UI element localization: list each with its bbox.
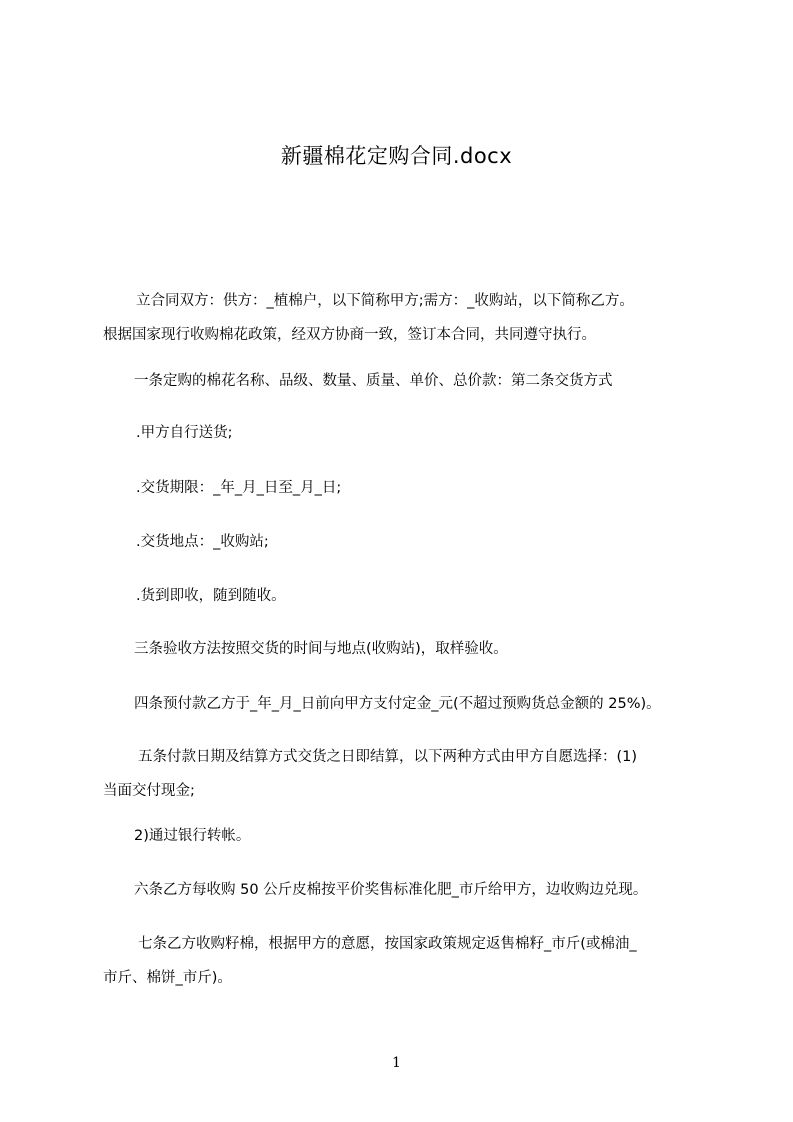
paragraph-text: 七条乙方收购籽棉，根据甲方的意愿，按国家政策规定返售棉籽_市斤(或棉油_ [138, 936, 637, 952]
paragraph-text: 六条乙方每收购 50 公斤皮棉按平价奖售标准化肥_市斤给甲方，边收购边兑现。 [134, 882, 648, 898]
paragraph-article-5 [104, 740, 704, 808]
paragraph-text: 根据国家现行收购棉花政策，经双方协商一致，签订本合同，共同遵守执行。 [103, 327, 596, 343]
document-title: 新疆棉花定购合同.docx [280, 144, 513, 168]
paragraph-receive-on-arrival [104, 579, 704, 613]
paragraph-text: 当面交付现金; [103, 783, 195, 799]
paragraph-text: 五条付款日期及结算方式交货之日即结算，以下两种方式由甲方自愿选择：(1) [138, 749, 638, 765]
paragraph-line [104, 927, 704, 961]
paragraph-text: .交货期限：_年_月_日至_月_日; [136, 480, 342, 496]
paragraph-text: .交货地点：_收购站; [136, 534, 269, 550]
paragraph-parties [104, 284, 704, 352]
paragraph-article-3 [104, 632, 704, 666]
paragraph-text: .货到即收，随到随收。 [136, 588, 286, 604]
paragraph-text: 三条验收方法按照交货的时间与地点(收购站)，取样验收。 [134, 641, 508, 657]
paragraph-article-1 [104, 364, 704, 398]
paragraph-delivery-self [104, 416, 704, 450]
paragraph-delivery-location [104, 525, 704, 559]
paragraph-line [103, 774, 704, 808]
paragraph-text: .甲方自行送货; [136, 425, 233, 441]
paragraph-line [104, 740, 704, 774]
paragraph-article-7 [104, 927, 704, 995]
paragraph-delivery-period [104, 471, 704, 505]
paragraph-line [104, 284, 704, 318]
paragraph-text: 市斤、棉饼_市斤)。 [103, 970, 232, 986]
page-number: 1 [392, 1055, 401, 1071]
paragraph-line [103, 318, 704, 352]
paragraph-article-4 [104, 687, 704, 721]
paragraph-text: 四条预付款乙方于_年_月_日前向甲方支付定金_元(不超过预购货总金额的 25%)。 [134, 696, 661, 712]
paragraph-line [103, 961, 704, 995]
paragraph-article-6 [104, 873, 704, 907]
paragraph-text: 一条定购的棉花名称、品级、数量、质量、单价、总价款：第二条交货方式 [134, 373, 613, 389]
paragraph-text: 2)通过银行转帐。 [134, 828, 251, 844]
paragraph-bank-transfer [104, 819, 704, 853]
paragraph-text: 立合同双方：供方：_植棉户，以下简称甲方;需方：_收购站，以下简称乙方。 [136, 293, 634, 309]
